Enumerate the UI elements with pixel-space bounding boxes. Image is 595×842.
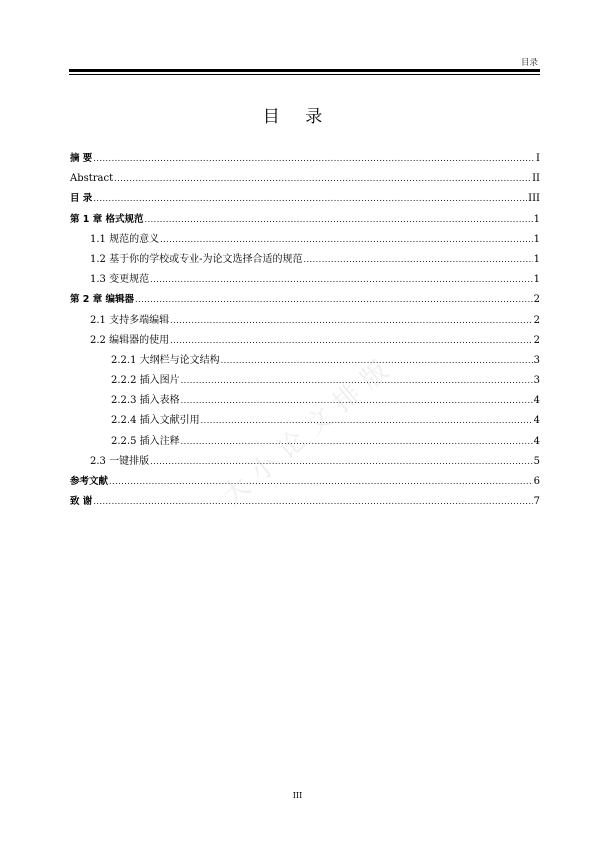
toc-entry[interactable]	[70, 270, 540, 290]
toc-entry-label: 2.2.5 插入注释	[111, 435, 180, 447]
toc-leader-dots	[150, 270, 533, 290]
toc-entry-page: 6	[533, 476, 540, 487]
toc-entry-label: 2.2.2 插入图片	[111, 375, 180, 387]
toc-entry-page: 1	[533, 213, 540, 225]
toc-entry[interactable]	[70, 472, 540, 492]
toc-entry-page: II	[532, 173, 540, 185]
toc-leader-dots	[160, 230, 533, 250]
toc-entry-page: 2	[533, 334, 540, 346]
toc-entry-label: 参考文献	[70, 476, 109, 487]
toc-entry-page: 1	[533, 253, 540, 265]
toc-entry[interactable]	[70, 189, 540, 209]
toc-entry-page: 2	[533, 314, 540, 326]
toc-entry-label: 2.1 支持多端编辑	[90, 314, 170, 326]
page-title: 目 录	[262, 107, 333, 127]
toc-leader-dots	[170, 311, 533, 331]
toc-leader-dots	[150, 452, 533, 472]
toc-entry-label: 2.2.1 大纲栏与论文结构	[111, 354, 220, 366]
toc-entry[interactable]	[70, 331, 540, 351]
toc-leader-dots	[145, 210, 533, 230]
toc-entry[interactable]	[70, 311, 540, 331]
toc-entry-label: 致 谢	[70, 496, 93, 508]
toc-entry-label: 第 2 章 编辑器	[70, 294, 135, 306]
toc-entry[interactable]	[70, 492, 540, 512]
running-header: 目录	[520, 58, 538, 68]
toc-leader-dots	[181, 432, 533, 452]
toc-entry-label: 第 1 章 格式规范	[70, 213, 144, 225]
toc-entry[interactable]	[70, 351, 540, 371]
toc-entry[interactable]	[70, 371, 540, 391]
toc-entry-page: 2	[533, 294, 540, 306]
toc-entry-label: 2.2.3 插入表格	[111, 395, 180, 407]
toc-entry-page: 1	[533, 274, 540, 286]
toc-entry-page: I	[536, 153, 540, 164]
toc-entry-page: 1	[533, 233, 540, 245]
header-rule-thick	[69, 69, 540, 72]
toc-leader-dots	[201, 411, 533, 431]
toc-entry-page: 7	[533, 496, 540, 508]
toc-entry-page: 3	[533, 354, 540, 366]
toc-entry-label: 2.2.4 插入文献引用	[111, 415, 200, 427]
toc-leader-dots	[170, 331, 533, 351]
toc-entry-page: III	[528, 193, 540, 205]
toc-leader-dots	[303, 250, 532, 270]
toc-entry-page: 3	[533, 375, 540, 387]
footer-page-number: III	[292, 791, 303, 800]
toc-entry[interactable]	[70, 290, 540, 310]
toc-entry-label: 1.1 规范的意义	[90, 233, 160, 245]
toc-entry-label: 摘 要	[70, 153, 93, 164]
toc-entry[interactable]	[70, 250, 540, 270]
toc-leader-dots	[93, 492, 532, 512]
toc-leader-dots	[114, 169, 531, 189]
toc-entry-page: 4	[533, 395, 540, 407]
table-of-contents	[70, 149, 540, 512]
toc-leader-dots	[93, 149, 535, 169]
toc-entry-page: 4	[533, 415, 540, 427]
toc-leader-dots	[93, 189, 527, 209]
toc-entry-page: 4	[533, 435, 540, 447]
toc-leader-dots	[109, 472, 533, 492]
watermark: 大小论文排版	[217, 349, 402, 512]
toc-entry[interactable]	[70, 149, 540, 169]
toc-entry[interactable]	[70, 230, 540, 250]
toc-entry-label: 1.3 变更规范	[90, 274, 150, 286]
toc-entry-label: Abstract	[70, 173, 114, 185]
toc-entry-label: 1.2 基于你的学校或专业-为论文选择合适的规范	[90, 253, 303, 265]
toc-entry[interactable]	[70, 210, 540, 230]
toc-entry-label: 目 录	[70, 193, 93, 205]
toc-entry-page: 5	[533, 455, 540, 467]
toc-entry[interactable]	[70, 169, 540, 189]
toc-leader-dots	[135, 290, 533, 310]
toc-entry-label: 2.2 编辑器的使用	[90, 334, 170, 346]
header-rule-thin	[69, 74, 540, 75]
toc-entry-label: 2.3 一键排版	[90, 455, 150, 467]
